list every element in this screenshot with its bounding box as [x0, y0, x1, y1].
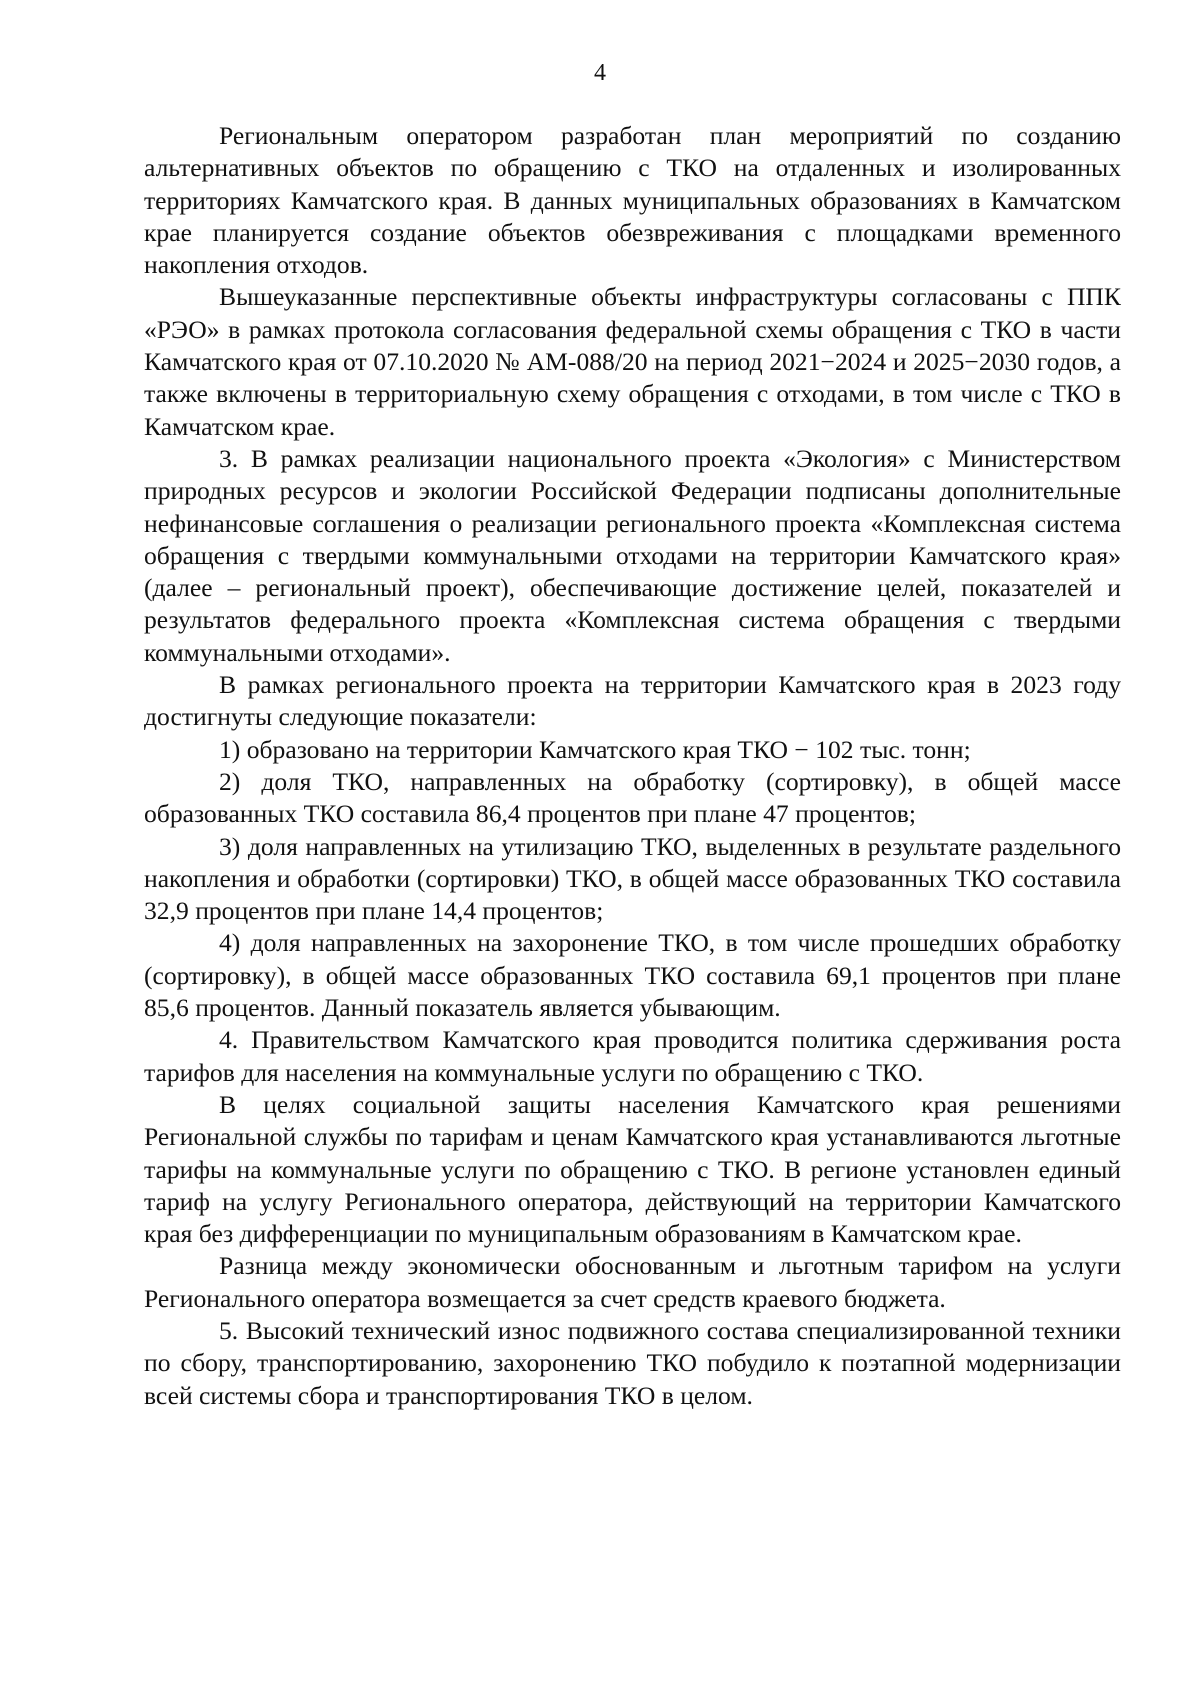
list-item-indicator-1: 1) образовано на территории Камчатского края ТКО − 102 тыс. тонн;	[219, 734, 971, 764]
list-item-indicator-2: 2) доля ТКО, направленных на обработку (сортировку), в общей массе образованных ТКО составила 86,4 процентов при плане 47 процентов;	[144, 766, 1121, 829]
paragraph-national-project: 3. В рамках реализации национального проекта «Экология» с Министерством природных ресурсов и экологии Российской Федерации подписаны дополнительные нефинансовые соглашения о реализации регионального проекта «Комплексная система обращения с твердыми коммунальными отходами на территории Камчатского края» (далее – региональный проект), обеспечивающие достижение целей, показателей и результатов федерального проекта «Комплексная система обращения с твердыми коммунальными отходами».	[144, 443, 1121, 667]
paragraph-tariff-difference: Разница между экономически обоснованным и льготным тарифом на услуги Регионального оператора возмещается за счет средств краевого бюджета.	[144, 1251, 1121, 1313]
list-item-indicator-4: 4) доля направленных на захоронение ТКО, в том числе прошедших обработку (сортировку), в общей массе образованных ТКО составила 69,1 процентов при плане 85,6 процентов. Данный показатель является убывающим.	[144, 928, 1121, 1023]
list-item-indicator-3: 3) доля направленных на утилизацию ТКО, выделенных в результате раздельного накопления и обработки (сортировки) ТКО, в общей массе образованных ТКО составила 32,9 процентов при плане 14,4 процентов;	[144, 831, 1121, 926]
page-number: 4	[594, 60, 606, 86]
paragraph-infrastructure-agreement: Вышеуказанные перспективные объекты инфраструктуры согласованы с ППК «РЭО» в рамках протокола согласования федеральной схемы обращения с ТКО в части Камчатского края от 07.10.2020 № АМ-088/20 на период 2021−2024 и 2025−2030 годов, а также включены в территориальную схему обращения с отходами, в том числе с ТКО в Камчатском крае.	[144, 282, 1121, 441]
paragraph-social-protection: В целях социальной защиты населения Камчатского края решениями Региональной службы по тарифам и ценам Камчатского края устанавливаются льготные тарифы на коммунальные услуги по обращению с ТКО. В регионе установлен единый тариф на услугу Регионального оператора, действующий на территории Камчатского края без дифференциации по муниципальным образованиям в Камчатском крае.	[144, 1089, 1121, 1249]
document-body	[144, 120, 1121, 1412]
paragraph-equipment-modernization: 5. Высокий технический износ подвижного состава специализированной техники по сбору, транспортированию, захоронению ТКО побудило к поэтапной модернизации всей системы сбора и транспортирования ТКО в целом.	[144, 1315, 1121, 1410]
paragraph-tariff-policy: 4. Правительством Камчатского края проводится политика сдерживания роста тарифов для населения на коммунальные услуги по обращению с ТКО.	[144, 1025, 1121, 1087]
paragraph-indicators-intro: В рамках регионального проекта на территории Камчатского края в 2023 году достигнуты следующие показатели:	[144, 670, 1121, 732]
paragraph-regional-operator-plan: Региональным оператором разработан план мероприятий по созданию альтернативных объектов по обращению с ТКО на отдаленных и изолированных территориях Камчатского края. В данных муниципальных образованиях в Камчатском крае планируется создание объектов обезвреживания с площадками временного накопления отходов.	[144, 121, 1121, 280]
